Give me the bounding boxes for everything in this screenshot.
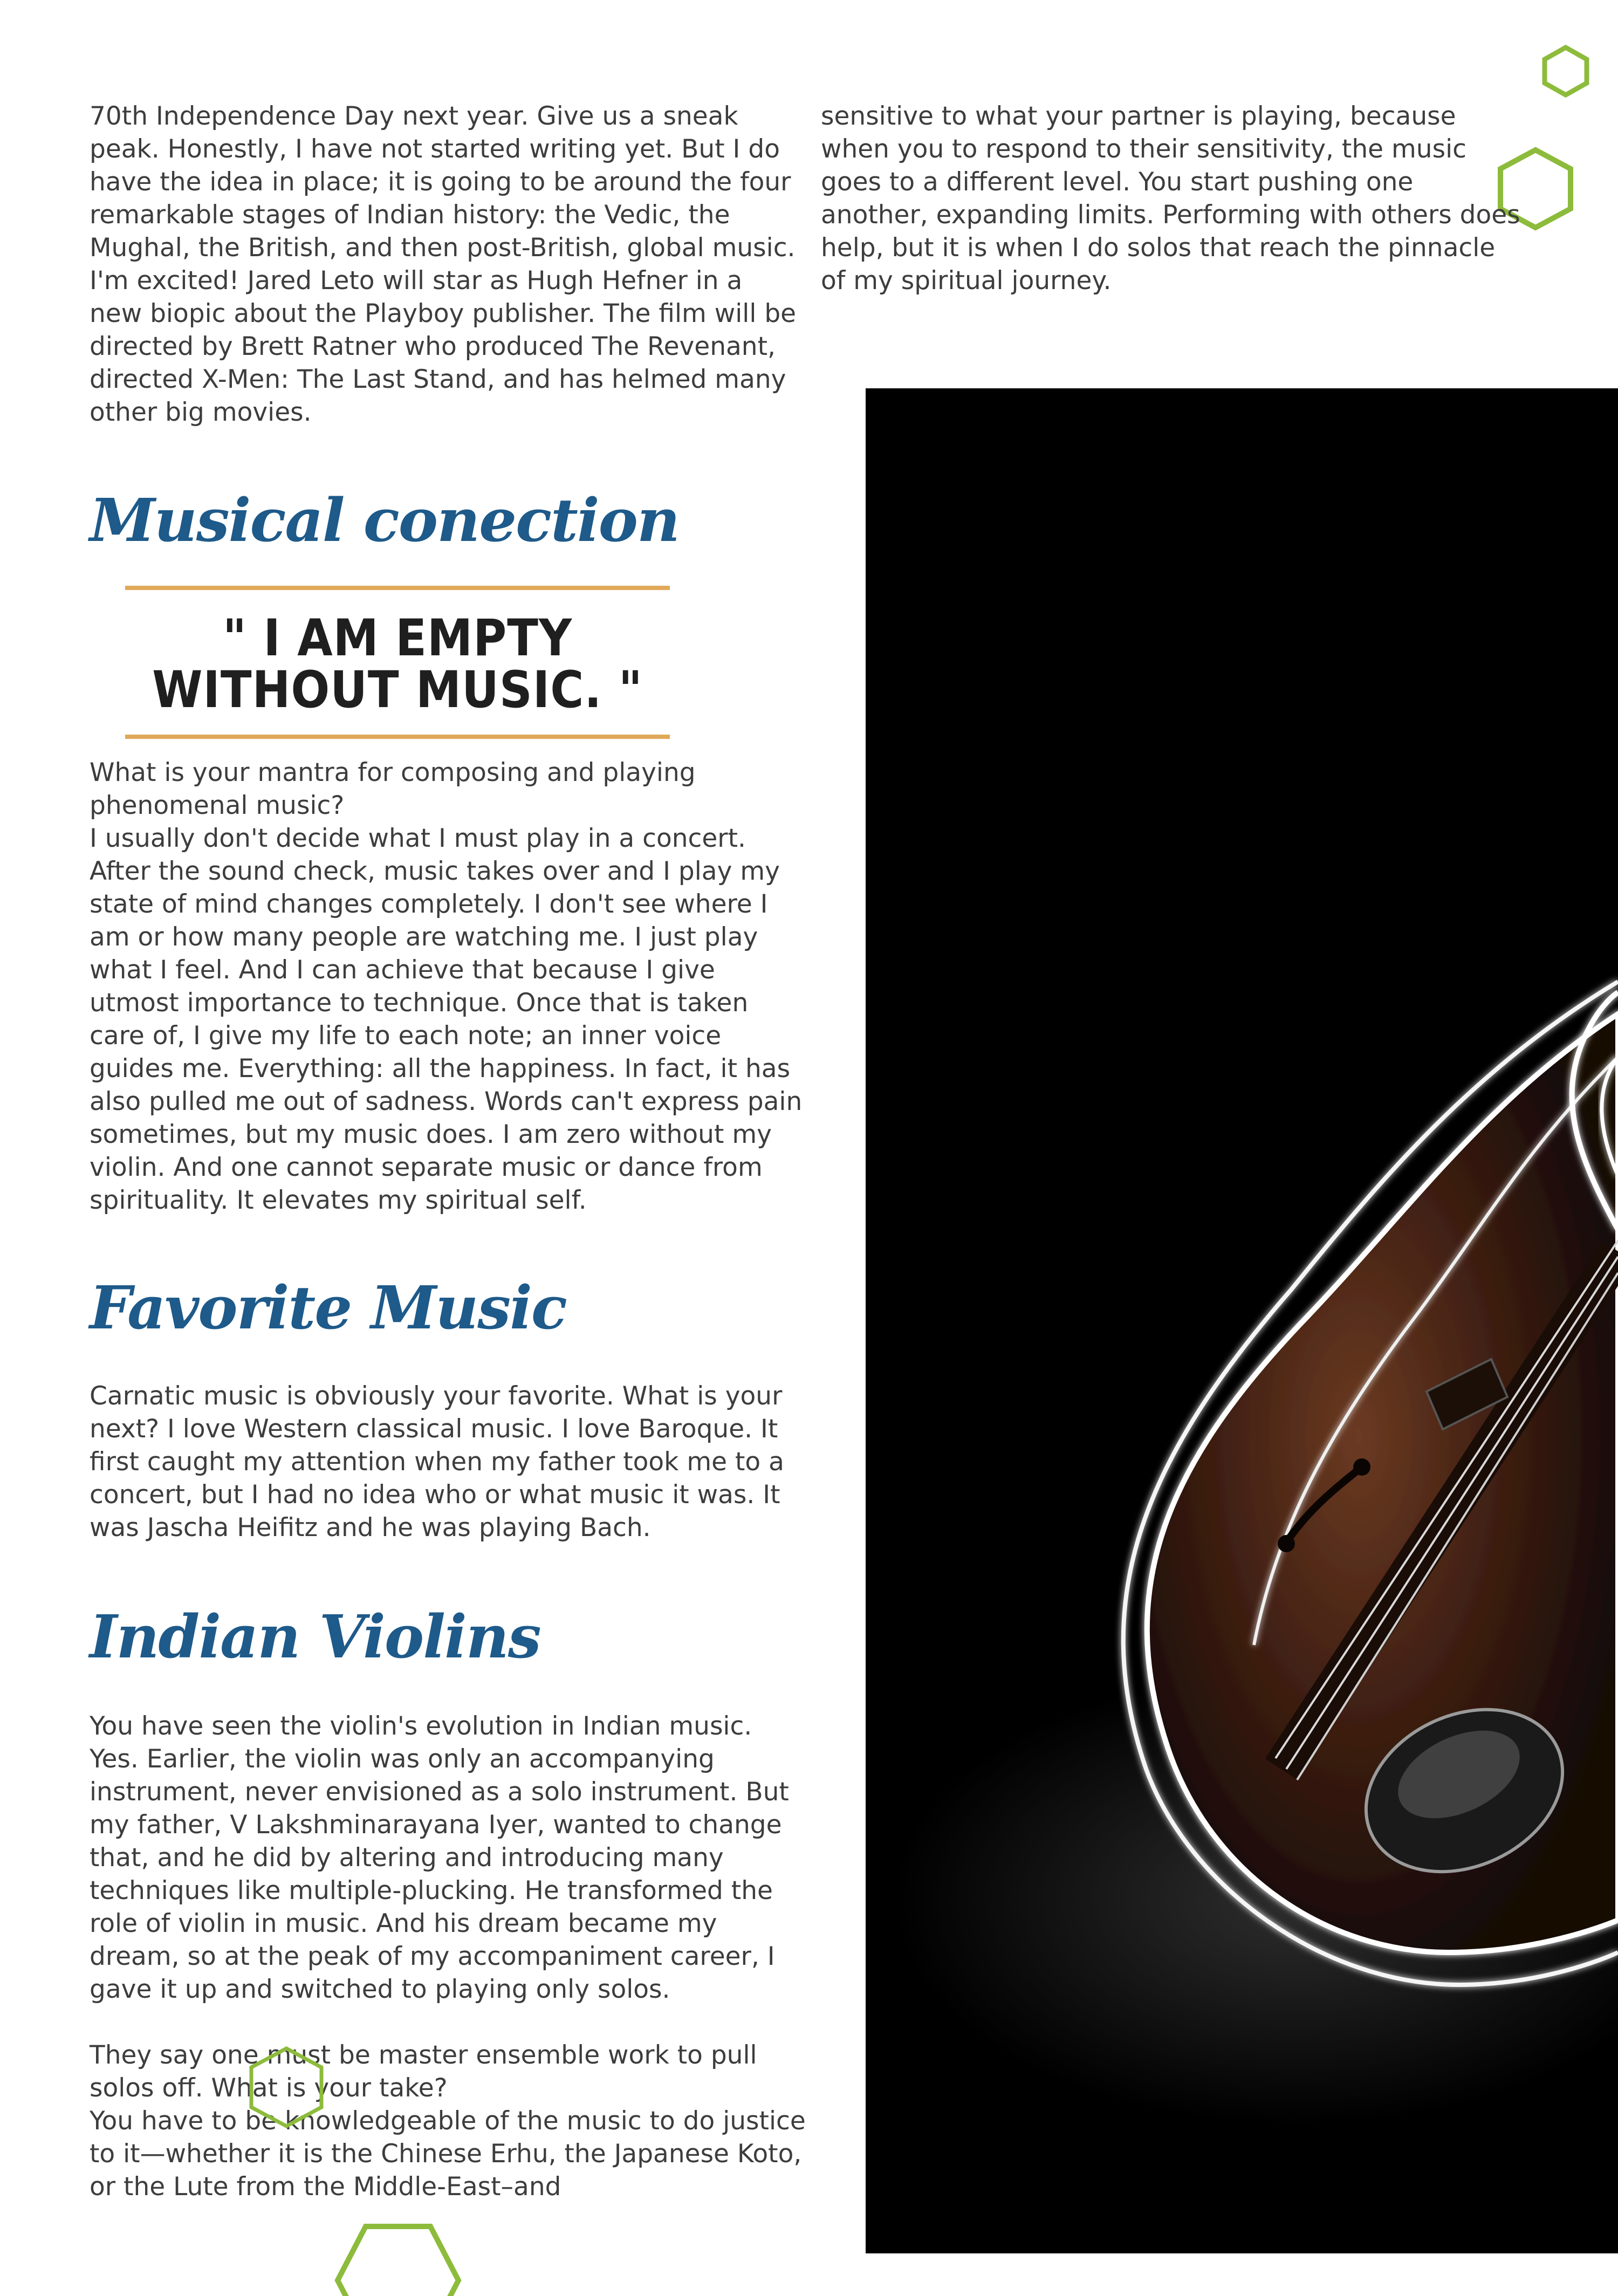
mantra-question: What is your mantra for composing and playing phenomenal music? — [90, 758, 696, 820]
musical-connection-body — [90, 756, 807, 1217]
pull-quote-text: " I AM EMPTY WITHOUT MUSIC. " — [152, 609, 643, 719]
indian-violins-paragraph: You have seen the violin's evolution in Indian music. Yes. Earlier, the violin was only an accompanying instrument, never envisioned as a solo instrument. But my father, V Lakshminarayana Iyer, wanted to change that, and he did by altering and introducing many techniques like multiple-plucking. He transformed the role of violin in music. And his dream became my dream, so at the peak of my accompaniment career, I gave it up and switched to playing only solos. — [90, 1711, 789, 2004]
mantra-answer: I usually don't decide what I must play in a concert. After the sound check, music takes over and I play my state of mind changes completely. I don't see where I am or how many people are watching me. I just play what I feel. And I can achieve that because I give utmost importance to technique. Once that is taken care of, I give my life to each note; an inner voice guides me. Everything: all the happiness. In fact, it has also pulled me out of sadness. Words can't express pain sometimes, but my music does. I am zero without my violin. And one cannot separate music or dance from spirituality. It elevates my spiritual self. — [90, 824, 803, 1215]
ensemble-question: They say one must be master ensemble work to pull solos off. What is your take? — [90, 2040, 757, 2103]
violin-illustration — [866, 388, 1618, 2253]
favorite-music-paragraph: Carnatic music is obviously your favorite. What is your next? I love Western classical music. I love Baroque. It first caught my attention when my father took me to a concert, but I had no idea who or what music it was. It was Jascha Heifitz and he was playing Bach. — [90, 1381, 784, 1543]
left-column — [90, 100, 801, 429]
right-column — [821, 100, 1522, 297]
section-heading-indian-violins: Indian Violins — [90, 1602, 540, 1671]
hexagon-icon-bottom — [333, 2221, 463, 2296]
hexagon-icon-small — [1541, 44, 1590, 98]
hexagon-icon-overlay — [246, 2044, 327, 2130]
section-heading-musical-connection: Musical conection — [90, 485, 680, 555]
right-column-paragraph: sensitive to what your partner is playing, because when you to respond to their sensitivity, the music goes to a different level. You start pushing one another, expanding limits. Performing with others does help, but it is when I do solos that reach the pinnacle of my spiritual journey. — [821, 101, 1520, 296]
intro-paragraph: 70th Independence Day next year. Give us a sneak peak. Honestly, I have not started writing yet. But I do have the idea in place; it is going to be around the four remarkable stages of Indian history: the Vedic, the Mughal, the British, and then post-British, global music. I'm excited! Jared Leto will star as Hugh Hefner in a new biopic about the Playboy publisher. The film will be directed by Brett Ratner who produced The Revenant, directed X-Men: The Last Stand, and has helmed many other big movies. — [90, 101, 797, 427]
indian-violins-body — [90, 1710, 807, 2203]
violin-photo — [866, 388, 1618, 2253]
section-heading-favorite-music: Favorite Music — [90, 1273, 566, 1342]
favorite-music-body — [90, 1380, 807, 1544]
pull-quote — [125, 586, 670, 739]
ensemble-answer: You have to be knowledgeable of the music to do justice to it—whether it is the Chinese Erhu, the Japanese Koto, or the Lute from the Middle-East–and — [90, 2106, 806, 2202]
